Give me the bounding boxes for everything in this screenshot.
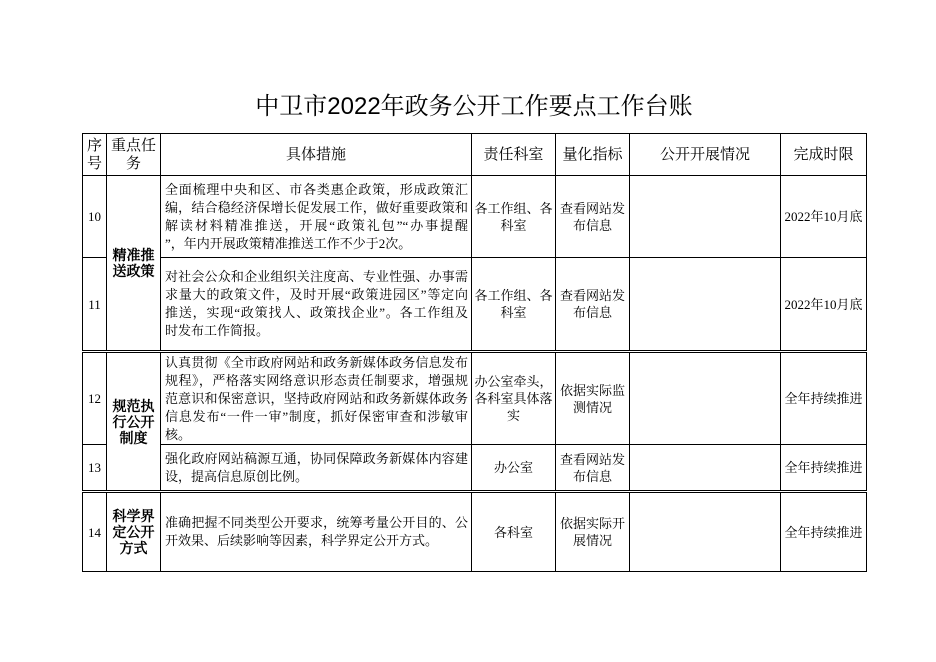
cell-department <box>472 445 556 492</box>
header-task: 重点任务 <box>107 134 161 176</box>
text-line: 规范执 <box>112 397 155 414</box>
cell-indicator <box>556 258 630 352</box>
text-line: 时发布工作简报。 <box>165 323 270 338</box>
text-line: 全面梳理中央和区、市各类惠企政策，形成政策汇 <box>165 181 468 197</box>
cell-measure <box>161 258 472 352</box>
cell-department <box>472 352 556 445</box>
header-status: 公开开展情况 <box>630 134 781 176</box>
text-line: 解读材料精准推送，开展“政策礼包”“办事提醒 <box>165 217 468 233</box>
text-line: 方式 <box>119 540 148 556</box>
text-line: 精准推 <box>112 247 155 263</box>
text-line: 信息发布“一件一审”制度，抓好保密审查和涉敏审 <box>165 408 468 424</box>
cell-index: 10 <box>83 176 107 258</box>
cell-status <box>630 445 781 492</box>
cell-indicator <box>556 492 630 572</box>
text-line: 送政策 <box>112 263 155 279</box>
text-line: 各科室 <box>493 524 533 540</box>
cell-index: 14 <box>83 492 107 572</box>
header-department: 责任科室 <box>472 134 556 176</box>
text-line: 范意识和保密意识，坚持政府网站和政务新媒体政务 <box>165 390 468 406</box>
table-row <box>83 352 867 445</box>
text-line: 布信息 <box>572 468 612 484</box>
header-deadline: 完成时限 <box>781 134 867 176</box>
table-row <box>83 492 867 572</box>
text-line: 各科室具体落 <box>474 391 553 406</box>
text-line: 依据实际开 <box>559 516 625 531</box>
text-line: 科室 <box>500 305 527 320</box>
text-line: 行公开 <box>112 413 155 430</box>
text-line: 布信息 <box>572 305 612 320</box>
header-measure: 具体措施 <box>161 134 472 176</box>
table-row <box>83 176 867 258</box>
text-line: 各工作组、各 <box>474 288 553 303</box>
cell-deadline: 2022年10月底 <box>781 258 867 352</box>
text-line: 布信息 <box>572 217 612 233</box>
cell-deadline: 全年持续推进 <box>781 445 867 492</box>
cell-task <box>107 352 161 492</box>
cell-department <box>472 258 556 352</box>
text-line: 科室 <box>500 217 527 233</box>
page-title: 中卫市2022年政务公开工作要点工作台账 <box>255 93 693 120</box>
text-line: 强化政府网站稿源互通，协同保障政务新媒体内容建 <box>165 450 468 466</box>
text-line: 制度 <box>119 429 148 446</box>
table-row <box>83 258 867 352</box>
header-index: 序号 <box>83 134 107 176</box>
cell-status <box>630 258 781 352</box>
table-body <box>83 176 867 572</box>
cell-index: 11 <box>83 258 107 352</box>
cell-status <box>630 352 781 445</box>
cell-status <box>630 176 781 258</box>
table-header-row <box>83 134 867 176</box>
text-line: 准确把握不同类型公开要求，统筹考量公开目的、公 <box>165 515 468 530</box>
text-line: 认真贯彻《全市政府网站和政务新媒体政务信息发布 <box>165 354 468 370</box>
table-header <box>83 134 867 176</box>
cell-measure <box>161 352 472 445</box>
text-line: 查看网站发 <box>559 200 625 216</box>
cell-indicator <box>556 352 630 445</box>
text-line: 展情况 <box>572 533 612 548</box>
cell-indicator <box>556 176 630 258</box>
text-line: 办公室 <box>493 460 533 475</box>
text-line: 办公室牵头， <box>474 374 553 389</box>
text-line: 依据实际监 <box>559 382 625 398</box>
cell-deadline: 全年持续推进 <box>781 492 867 572</box>
text-line: ”，年内开展政策精准推送工作不少于2次。 <box>165 235 412 251</box>
cell-department <box>472 492 556 572</box>
text-line: 定公开 <box>112 524 155 540</box>
header-indicator: 量化指标 <box>556 134 630 176</box>
text-line: 对社会公众和企业组织关注度高、专业性强、办事需 <box>165 269 468 284</box>
text-line: 设，提高信息原创比例。 <box>165 468 309 484</box>
cell-deadline: 2022年10月底 <box>781 176 867 258</box>
cell-index: 12 <box>83 352 107 445</box>
table-row <box>83 445 867 492</box>
text-line: 科学界 <box>112 508 155 524</box>
cell-task <box>107 492 161 572</box>
text-line: 求量大的政策文件，及时开展“政策进园区”等定向 <box>165 287 468 302</box>
text-line: 实 <box>506 408 520 423</box>
cell-indicator <box>556 445 630 492</box>
cell-task <box>107 176 161 352</box>
cell-deadline: 全年持续推进 <box>781 352 867 445</box>
cell-department <box>472 176 556 258</box>
cell-measure <box>161 176 472 258</box>
cell-index: 13 <box>83 445 107 492</box>
text-line: 测情况 <box>572 399 612 415</box>
text-line: 查看网站发 <box>559 288 625 303</box>
text-line: 核。 <box>165 426 192 442</box>
text-line: 规程》，严格落实网络意识形态责任制要求，增强规 <box>165 372 468 388</box>
work-ledger-table <box>82 133 867 572</box>
cell-measure <box>161 445 472 492</box>
text-line: 各工作组、各 <box>474 200 553 216</box>
text-line: 推送，实现“政策找人、政策找企业”。各工作组及 <box>165 305 468 320</box>
text-line: 开效果、后续影响等因素，科学界定公开方式。 <box>165 533 439 548</box>
text-line: 查看网站发 <box>559 451 625 467</box>
cell-status <box>630 492 781 572</box>
text-line: 编，结合稳经济保增长促发展工作，做好重要政策和 <box>165 199 468 215</box>
cell-measure <box>161 492 472 572</box>
